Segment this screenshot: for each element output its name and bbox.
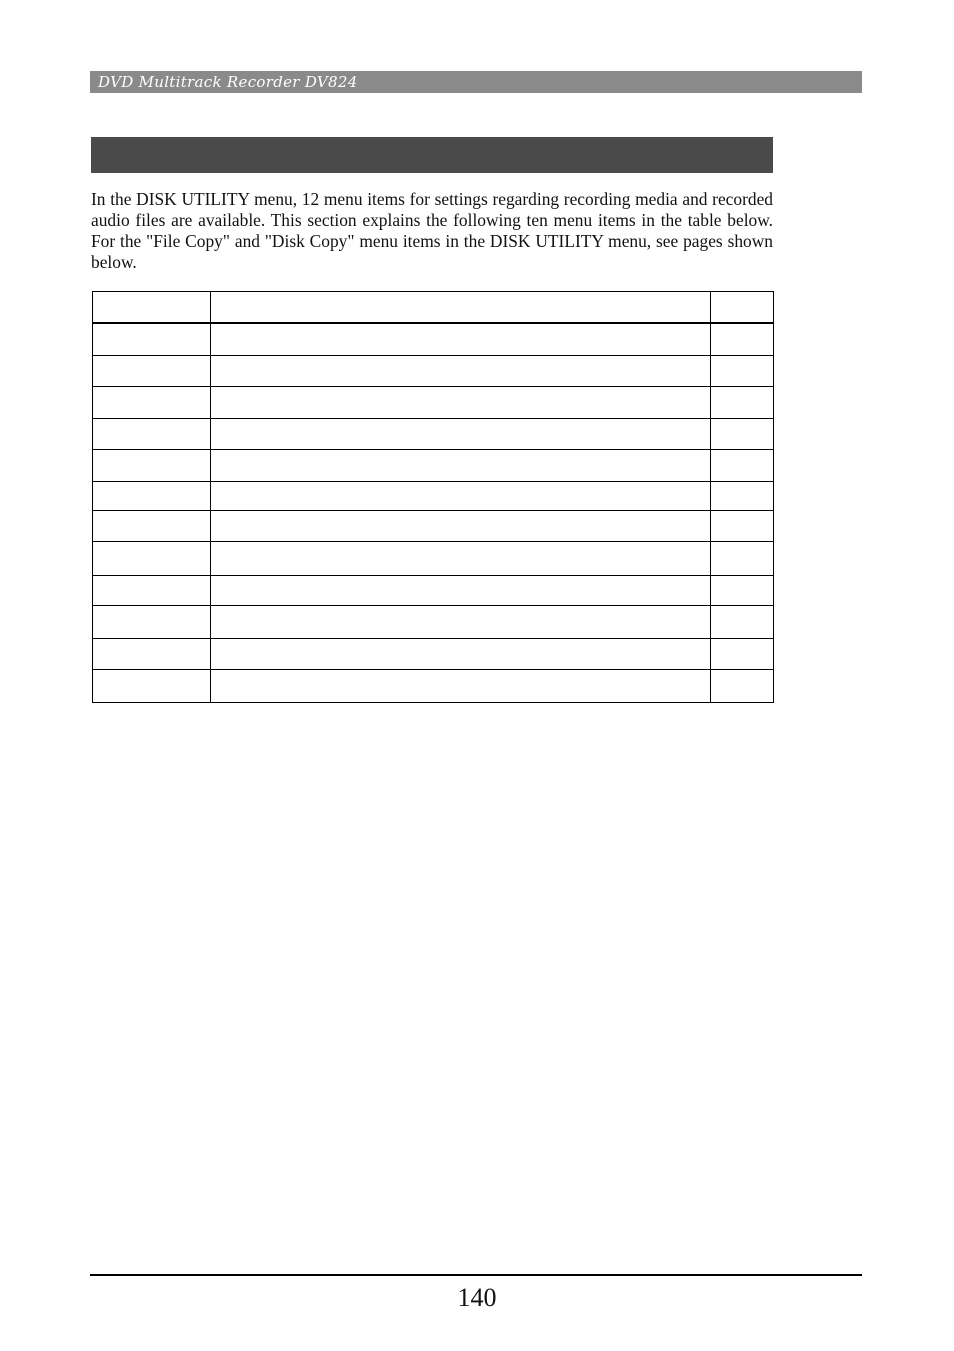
intro-paragraph: In the DISK UTILITY menu, 12 menu items for settings regarding recording media and recorded audio files are available. This section explains the following ten menu items in the table below. For the "File Copy" and "Disk Copy" menu items in the DISK UTILITY menu, see pages shown below. bbox=[91, 189, 773, 272]
table-cell bbox=[211, 323, 711, 355]
table-cell bbox=[93, 481, 211, 510]
table-cell bbox=[711, 638, 774, 669]
table-cell bbox=[211, 638, 711, 669]
table-cell bbox=[211, 355, 711, 386]
table-cell bbox=[711, 418, 774, 449]
table-cell bbox=[711, 449, 774, 481]
table-cell bbox=[211, 605, 711, 638]
table-cell bbox=[711, 575, 774, 605]
table-cell bbox=[93, 386, 211, 418]
section-heading-bar bbox=[91, 137, 773, 173]
table-cell bbox=[93, 323, 211, 355]
table-header-row bbox=[93, 292, 774, 324]
table-row bbox=[93, 418, 774, 449]
table-cell bbox=[211, 481, 711, 510]
table-row bbox=[93, 355, 774, 386]
table-cell bbox=[711, 386, 774, 418]
table-row bbox=[93, 541, 774, 575]
column-header-page bbox=[711, 292, 774, 324]
table-row bbox=[93, 481, 774, 510]
column-header-menu-item bbox=[93, 292, 211, 324]
table-cell bbox=[211, 418, 711, 449]
table-cell bbox=[93, 669, 211, 702]
table-cell bbox=[93, 575, 211, 605]
table-row bbox=[93, 575, 774, 605]
table-cell bbox=[711, 541, 774, 575]
table-row bbox=[93, 605, 774, 638]
table-row bbox=[93, 669, 774, 702]
table-cell bbox=[211, 449, 711, 481]
running-header bbox=[90, 71, 862, 93]
table-cell bbox=[93, 449, 211, 481]
table-row bbox=[93, 386, 774, 418]
table-cell bbox=[711, 605, 774, 638]
page-number: 140 bbox=[457, 1283, 497, 1312]
table-cell bbox=[711, 510, 774, 541]
table-row bbox=[93, 323, 774, 355]
table-row bbox=[93, 638, 774, 669]
table-cell bbox=[93, 355, 211, 386]
table-cell bbox=[711, 481, 774, 510]
footer-rule bbox=[90, 1274, 862, 1276]
table-cell bbox=[711, 355, 774, 386]
table-cell bbox=[93, 510, 211, 541]
disk-utility-menu-table bbox=[92, 291, 774, 703]
table-cell bbox=[711, 669, 774, 702]
table-cell bbox=[211, 575, 711, 605]
table-cell bbox=[211, 510, 711, 541]
table-cell bbox=[93, 418, 211, 449]
table-cell bbox=[93, 605, 211, 638]
column-header-description bbox=[211, 292, 711, 324]
table-cell bbox=[93, 541, 211, 575]
table-cell bbox=[93, 638, 211, 669]
table-cell bbox=[211, 541, 711, 575]
running-header-title: DVD Multitrack Recorder DV824 bbox=[98, 73, 358, 91]
table-cell bbox=[711, 323, 774, 355]
table-cell bbox=[211, 669, 711, 702]
table-cell bbox=[211, 386, 711, 418]
table-row bbox=[93, 449, 774, 481]
table-row bbox=[93, 510, 774, 541]
